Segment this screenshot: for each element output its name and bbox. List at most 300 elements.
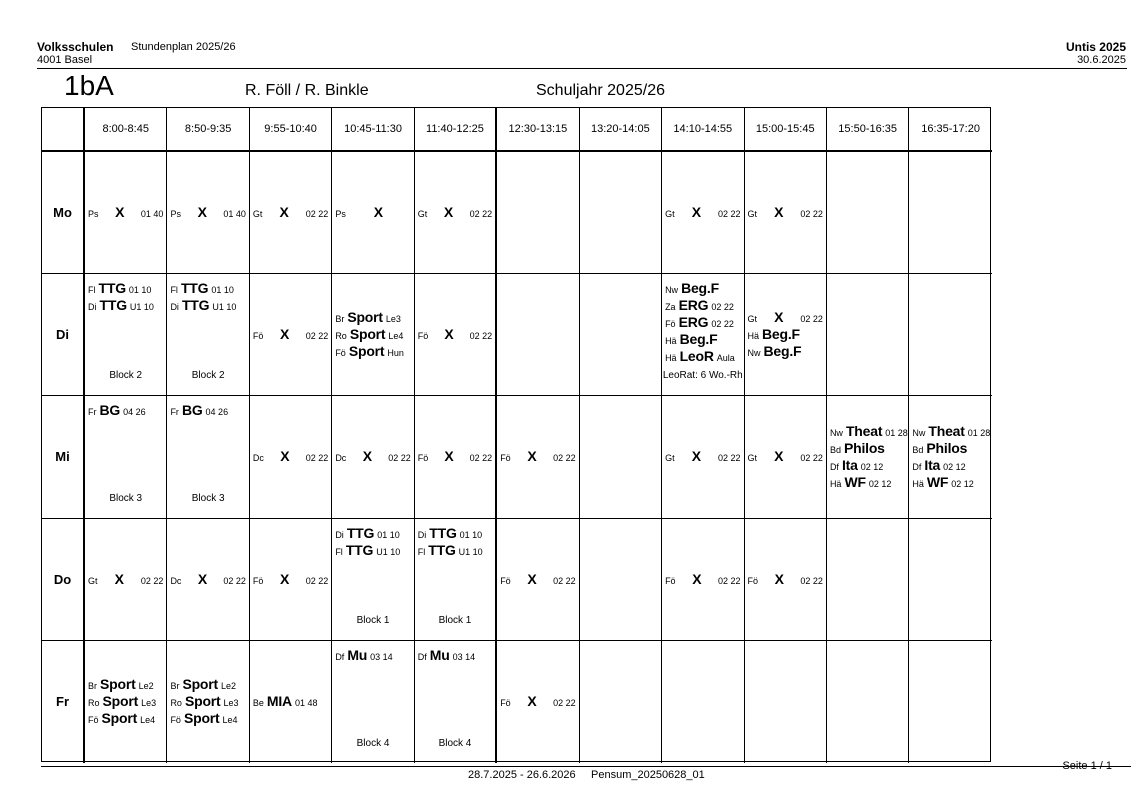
teacher-code: Bd — [912, 444, 924, 455]
timetable-cell — [745, 641, 827, 763]
lesson-entry — [830, 457, 905, 474]
lesson-entry — [335, 309, 410, 326]
teacher-code: Fl — [170, 285, 178, 296]
teacher-code: Dc — [335, 453, 347, 464]
subject-code: Beg.F — [762, 326, 800, 343]
day-label: Mi — [42, 396, 85, 518]
teacher-code: Gt — [747, 453, 758, 464]
timetable-cell — [250, 641, 332, 763]
room-code: U1 10 — [458, 546, 483, 557]
timetable-cell — [497, 274, 579, 396]
room-code: 02 22 — [553, 575, 576, 586]
timetable-cell — [909, 152, 991, 274]
subject-code: Theat — [928, 422, 965, 439]
block-note: Block 1 — [356, 614, 390, 626]
subject-code: ERG — [678, 297, 709, 314]
subject-code: Mu — [347, 646, 368, 663]
lesson-entry — [88, 280, 163, 297]
teacher-code: Fö — [417, 453, 429, 464]
period-header: 10:45-11:30 — [332, 108, 414, 152]
teacher-code: Fö — [500, 575, 511, 586]
lesson-entry — [912, 440, 988, 457]
subject-code: LeoR — [679, 348, 714, 365]
lesson-group — [415, 274, 495, 395]
teacher-code: Ro — [335, 331, 347, 342]
teacher-code: Hä — [665, 353, 677, 364]
lesson-entry — [748, 448, 823, 465]
subject-code: BG — [99, 402, 121, 419]
room-code: 01 40 — [140, 209, 164, 220]
timetable-cell — [250, 396, 332, 518]
block-note: Block 4 — [356, 737, 390, 749]
subject-code: TTG — [180, 280, 209, 297]
lesson-group — [85, 641, 166, 763]
timetable-cell — [250, 152, 332, 274]
lesson-entry — [418, 448, 492, 465]
block-note: Block 3 — [109, 492, 143, 504]
timetable-cell — [662, 274, 744, 396]
room-code: Le4 — [140, 715, 156, 726]
lesson-entry — [335, 204, 410, 221]
teacher-code: Hä — [912, 478, 924, 489]
timetable-cell — [580, 152, 662, 274]
lesson-group — [332, 152, 413, 273]
lesson-entry — [253, 204, 328, 221]
teacher-code: Fr — [170, 407, 179, 418]
block-note: Block 2 — [109, 370, 143, 382]
lesson-entry — [665, 331, 740, 348]
room-code: Le3 — [223, 698, 239, 709]
room-code: 01 10 — [377, 529, 400, 540]
lesson-entry — [170, 204, 245, 221]
teacher-code: Fö — [335, 348, 346, 359]
room-code: 02 22 — [717, 209, 741, 220]
room-code: 02 22 — [800, 314, 823, 325]
room-code: 02 22 — [711, 302, 734, 313]
lesson-group — [415, 396, 495, 517]
timetable-cell — [827, 519, 909, 641]
period-header: 12:30-13:15 — [497, 108, 579, 152]
timetable-cell — [662, 519, 744, 641]
lesson-entry — [253, 571, 328, 588]
timetable-cell — [497, 519, 579, 641]
subject-code: X — [114, 570, 124, 587]
teacher-code: Br — [335, 314, 345, 325]
lesson-entry — [418, 647, 492, 664]
timetable-cell — [415, 274, 497, 396]
subject-code: WF — [844, 473, 866, 490]
lesson-entry — [88, 710, 163, 727]
subject-code: Ita — [924, 456, 941, 473]
teacher-code: Nw — [912, 427, 926, 438]
lesson-entry — [830, 474, 905, 491]
teacher-code: Fl — [335, 546, 343, 557]
timetable-cell — [662, 396, 744, 518]
teacher-code: Gt — [747, 314, 758, 325]
subject-code: Sport — [182, 676, 218, 693]
room-code: 02 22 — [717, 453, 741, 464]
class-title: 1bA — [64, 70, 114, 101]
plan-name: Stundenplan 2025/26 — [131, 41, 236, 53]
subject-code: Sport — [347, 309, 383, 326]
room-code: 02 22 — [305, 453, 329, 464]
teacher-code: Df — [417, 651, 427, 662]
lesson-entry — [418, 204, 492, 221]
lesson-group — [167, 519, 248, 640]
teacher-code: Nw — [829, 427, 843, 438]
block-note: Block 3 — [191, 492, 225, 504]
period-header: 13:20-14:05 — [580, 108, 662, 152]
teacher-code: Hä — [747, 331, 760, 342]
teacher-code: Fö — [500, 453, 511, 464]
block-note: LeoRat: 6 Wo.-Rh — [662, 370, 743, 382]
room-code: 02 22 — [305, 575, 329, 586]
school-year-title: Schuljahr 2025/26 — [536, 82, 665, 99]
teacher-code: Hä — [665, 336, 677, 347]
timetable-cell — [497, 396, 579, 518]
teacher-code: Gt — [252, 209, 263, 220]
lesson-group — [250, 274, 331, 395]
subject-code: Mu — [429, 646, 450, 663]
teacher-code: Gt — [88, 575, 98, 586]
teacher-code: Hä — [829, 478, 842, 489]
room-code: 01 40 — [223, 209, 246, 220]
timetable-cell — [580, 274, 662, 396]
block-note: Block 2 — [191, 370, 225, 382]
room-code: U1 10 — [376, 546, 401, 557]
lesson-entry — [170, 676, 245, 693]
lesson-entry — [253, 326, 328, 343]
subject-code: Ita — [841, 456, 858, 473]
teacher-code: Fö — [88, 715, 99, 726]
lesson-entry — [748, 343, 823, 360]
timetable-cell — [332, 519, 414, 641]
subject-code: Sport — [349, 326, 386, 343]
room-code: 03 14 — [452, 651, 476, 662]
period-header: 8:00-8:45 — [85, 108, 167, 152]
timetable-cell — [85, 396, 167, 518]
day-label: Do — [42, 519, 85, 641]
timetable-cell — [332, 152, 414, 274]
timetable-cell — [580, 519, 662, 641]
subject-code: MIA — [266, 693, 292, 710]
teacher-code: Dc — [170, 575, 182, 586]
subject-code: Sport — [101, 710, 138, 727]
room-code: Le4 — [222, 715, 238, 726]
lesson-group — [827, 396, 908, 517]
lesson-entry — [748, 326, 823, 343]
lesson-group — [250, 152, 331, 273]
timetable-cell — [85, 152, 167, 274]
subject-code: X — [197, 570, 207, 587]
subject-code: X — [373, 204, 383, 221]
subject-code: X — [527, 570, 537, 587]
timetable-cell — [745, 519, 827, 641]
subject-code: ERG — [678, 314, 709, 331]
teacher-code: Fö — [170, 715, 181, 726]
room-code: 02 22 — [800, 209, 823, 220]
timetable-cell — [662, 152, 744, 274]
day-label: Fr — [42, 641, 85, 763]
subject-code: X — [691, 448, 701, 465]
timetable-cell — [745, 152, 827, 274]
teacher-code: Br — [88, 681, 97, 692]
subject-code: Beg.F — [679, 331, 718, 348]
corner-cell — [42, 108, 85, 152]
teacher-code: Di — [335, 529, 344, 540]
room-code: U1 10 — [212, 302, 237, 313]
lesson-entry — [829, 422, 908, 440]
lesson-entry — [418, 326, 492, 343]
subject-code: Theat — [845, 422, 883, 439]
lesson-entry — [253, 693, 328, 710]
teacher-code: Df — [829, 461, 839, 472]
period-header: 8:50-9:35 — [167, 108, 249, 152]
subject-code: X — [527, 693, 537, 710]
lesson-entry — [170, 280, 245, 297]
lesson-entry — [335, 647, 410, 664]
timetable-cell — [167, 519, 249, 641]
room-code: 02 12 — [868, 478, 892, 489]
lesson-group — [332, 396, 413, 517]
lesson-entry — [418, 542, 492, 559]
room-code: 02 22 — [717, 575, 741, 586]
timetable-cell — [827, 274, 909, 396]
room-code: 02 22 — [305, 331, 329, 342]
lesson-group — [415, 152, 495, 273]
teacher-code: Df — [335, 651, 345, 662]
timetable-cell — [415, 152, 497, 274]
lesson-entry — [170, 402, 245, 419]
lesson-entry — [335, 326, 410, 343]
teacher-code: Be — [252, 698, 264, 709]
subject-code: X — [527, 448, 537, 465]
subject-code: X — [280, 448, 290, 465]
timetable-cell — [415, 641, 497, 763]
timetable-cell — [580, 396, 662, 518]
day-label: Mo — [42, 152, 85, 274]
timetable-cell — [497, 641, 579, 763]
lesson-entry — [500, 571, 575, 588]
lesson-entry — [912, 422, 991, 440]
teacher-code: Bd — [829, 444, 841, 455]
lesson-entry — [665, 448, 740, 465]
timetable-cell — [85, 519, 167, 641]
lesson-group — [497, 641, 578, 763]
room-code: 01 10 — [128, 285, 152, 296]
timetable-cell — [909, 274, 991, 396]
room-code: 04 26 — [123, 407, 146, 418]
teacher-code: Fl — [88, 285, 96, 296]
subject-code: WF — [926, 473, 949, 490]
subject-code: X — [774, 309, 784, 326]
period-header: 15:00-15:45 — [745, 108, 827, 152]
lesson-entry — [830, 440, 905, 457]
timetable-cell — [827, 641, 909, 763]
teacher-code: Di — [417, 529, 427, 540]
footer-divider — [41, 766, 1131, 767]
lesson-entry — [500, 448, 575, 465]
room-code: 02 22 — [469, 453, 493, 464]
lesson-entry — [912, 474, 988, 491]
room-code: 02 12 — [943, 461, 966, 472]
teacher-code: Fö — [417, 331, 429, 342]
subject-code: TTG — [181, 297, 210, 314]
lesson-entry — [665, 348, 740, 365]
period-header: 15:50-16:35 — [827, 108, 909, 152]
lesson-entry — [665, 204, 740, 221]
day-label: Di — [42, 274, 85, 396]
timetable-cell — [827, 396, 909, 518]
subject-code: Philos — [843, 439, 885, 456]
app-version: Untis 2025 — [1065, 40, 1126, 54]
room-code: 02 12 — [951, 478, 974, 489]
subject-code: Sport — [184, 693, 221, 710]
lesson-entry — [170, 571, 245, 588]
lesson-group — [497, 519, 578, 640]
teacher-code: Fr — [88, 407, 97, 418]
room-code: 02 22 — [711, 319, 734, 330]
teacher-code: Fö — [500, 698, 511, 709]
subject-code: X — [692, 570, 702, 587]
lesson-group — [250, 519, 331, 640]
room-code: 03 14 — [370, 651, 393, 662]
lesson-entry — [88, 676, 163, 693]
lesson-entry — [335, 525, 410, 542]
period-header: 11:40-12:25 — [415, 108, 497, 152]
subject-code: Sport — [100, 676, 136, 693]
footer-page-number: Seite 1 / 1 — [1062, 760, 1112, 772]
subject-code: Sport — [348, 343, 385, 360]
lesson-entry — [170, 297, 245, 314]
timetable-cell — [745, 274, 827, 396]
timetable-cell — [332, 274, 414, 396]
lesson-entry — [748, 309, 823, 326]
subject-code: X — [280, 570, 290, 587]
timetable-cell — [332, 641, 414, 763]
room-code: 02 22 — [469, 209, 493, 220]
timetable-cell — [85, 641, 167, 763]
lesson-entry — [335, 343, 410, 360]
subject-code: X — [362, 448, 372, 465]
subject-code: X — [443, 204, 454, 221]
room-code: Le3 — [141, 698, 157, 709]
room-code: 01 48 — [294, 698, 318, 709]
lesson-entry — [665, 571, 740, 588]
room-code: 02 22 — [223, 575, 246, 586]
subject-code: TTG — [346, 524, 375, 541]
lesson-entry — [748, 204, 823, 221]
teacher-code: Nw — [665, 285, 679, 296]
timetable-cell — [909, 396, 991, 518]
subject-code: X — [279, 204, 289, 221]
timetable-cell — [332, 396, 414, 518]
timetable-cell — [909, 519, 991, 641]
subject-code: X — [774, 448, 784, 465]
lesson-entry — [418, 525, 492, 542]
timetable-cell — [167, 396, 249, 518]
subject-code: X — [115, 204, 125, 221]
lesson-entry — [88, 297, 163, 314]
subject-code: TTG — [429, 524, 457, 541]
subject-code: Sport — [183, 710, 220, 727]
lesson-group — [662, 519, 743, 640]
room-code: 02 22 — [140, 575, 164, 586]
timetable-cell — [167, 641, 249, 763]
teacher-code: Di — [170, 302, 179, 313]
room-code: Aula — [716, 353, 735, 364]
lesson-entry — [170, 710, 245, 727]
lesson-group — [909, 396, 991, 517]
timetable-cell — [497, 152, 579, 274]
timetable-cell — [662, 641, 744, 763]
teacher-code: Za — [665, 302, 676, 313]
room-code: 02 22 — [553, 698, 576, 709]
room-code: 02 12 — [860, 461, 884, 472]
timetable-cell — [745, 396, 827, 518]
timetable-cell — [415, 519, 497, 641]
teacher-code: Fö — [665, 575, 676, 586]
lesson-entry — [335, 448, 410, 465]
subject-code: TTG — [99, 297, 127, 314]
lesson-entry — [88, 693, 163, 710]
teacher-code: Ro — [88, 698, 100, 709]
lesson-entry — [912, 457, 988, 474]
room-code: Hun — [387, 348, 404, 359]
room-code: 04 26 — [205, 407, 229, 418]
lesson-entry — [170, 693, 245, 710]
teacher-code: Gt — [417, 209, 428, 220]
lesson-entry — [88, 204, 163, 221]
lesson-entry — [748, 571, 823, 588]
lesson-group — [745, 519, 826, 640]
room-code: 01 28 — [885, 427, 908, 438]
timetable-cell — [827, 152, 909, 274]
lesson-group — [167, 152, 248, 273]
teacher-code: Fl — [417, 546, 426, 557]
timetable-cell — [85, 274, 167, 396]
lesson-group — [662, 396, 743, 517]
subject-code: BG — [181, 402, 203, 419]
lesson-entry — [88, 571, 163, 588]
lesson-entry — [665, 280, 740, 297]
room-code: 01 10 — [211, 285, 234, 296]
school-address: 4001 Basel — [37, 54, 93, 66]
subject-code: X — [197, 204, 207, 221]
lesson-group — [745, 152, 826, 273]
room-code: 02 22 — [388, 453, 411, 464]
subject-code: Sport — [102, 693, 139, 710]
block-note: Block 1 — [438, 614, 472, 626]
subject-code: TTG — [428, 541, 456, 558]
lesson-group — [250, 396, 331, 517]
teacher-code: Di — [88, 302, 97, 313]
subject-code: TTG — [98, 280, 126, 297]
teacher-code: Fö — [747, 575, 759, 586]
teacher-code: Fö — [252, 575, 264, 586]
subject-code: X — [280, 326, 290, 343]
lesson-group — [167, 641, 248, 763]
teacher-code: Br — [170, 681, 180, 692]
subject-code: X — [774, 570, 784, 587]
teacher-code: Dc — [252, 453, 264, 464]
lesson-entry — [88, 402, 163, 419]
teacher-code: Df — [912, 461, 922, 472]
room-code: Le3 — [385, 314, 401, 325]
subject-code: Beg.F — [681, 280, 719, 297]
lesson-entry — [500, 693, 575, 710]
room-code: Le2 — [221, 681, 237, 692]
